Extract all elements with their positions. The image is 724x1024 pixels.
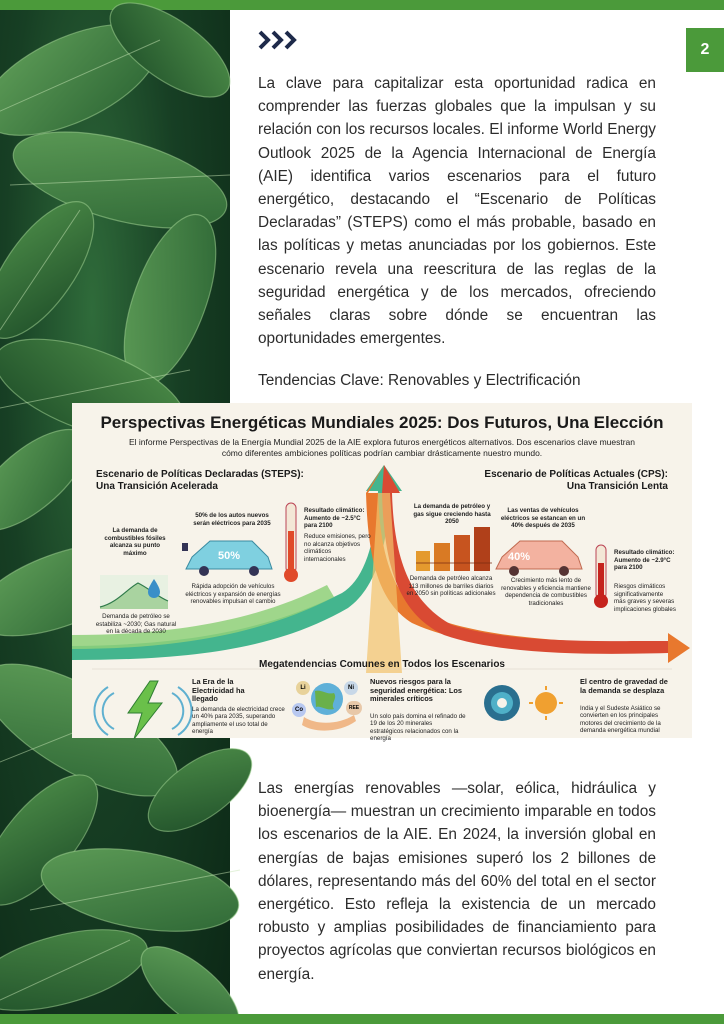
intro-paragraph: La clave para capitalizar esta oportunidad radica en comprender las fuerzas globales que la impulsan y su relación con los recursos locales. El informe World Energy Outlook 2025 de la Agencia Internacional de Energía (AIE) identifica varios escenarios para el futuro energético, destacando el “Escenario de Políticas Declaradas” (STEPS) como el más probable, basado en las políticas y metas anunciadas por los gobiernos. Este escenario revela una reescritura de las reglas de la seguridad energética y de los mercados, ofreciendo señales claras sobre dónde se encuentran las oportunidades emergentes. xyxy=(258,75,656,348)
car-icon xyxy=(182,541,272,576)
cps-climate-note: Riesgos climáticos significativamente más graves y severas implicaciones globales xyxy=(614,583,676,613)
mineral-li: Li xyxy=(296,681,310,695)
steps-ev-note: Rápida adopción de vehículos eléctricos y expansión de energías renovables impulsan el cambio xyxy=(185,583,281,606)
chevron-right-icon xyxy=(258,30,300,55)
megatrend-demand-text: India y el Sudeste Asiático se convierten en los principales motores del crecimiento de la demanda energética mundial xyxy=(580,705,661,735)
megatrends-title: Megatendencias Comunes en Todos los Escenarios xyxy=(259,659,505,670)
megatrend-electricity-title: La Era de la Electricidad ha llegado xyxy=(192,677,245,704)
cps-title: Escenario de Políticas Actuales (CPS): Una Transición Lenta xyxy=(484,469,668,492)
megatrend-minerals-title: Nuevos riesgos para la seguridad energética: Los minerales críticos xyxy=(370,677,462,704)
lightning-icon xyxy=(94,681,191,739)
barrel-icon xyxy=(416,527,492,571)
cps-ev-title: Las ventas de vehículos eléctricos se estancan en un 40% después de 2035 xyxy=(500,507,586,530)
megatrend-electricity-text: La demanda de electricidad crece un 40% para 2035, superando ampliamente el uso total de energía xyxy=(192,706,285,736)
svg-text:40%: 40% xyxy=(508,551,531,563)
sun-icon xyxy=(529,686,563,720)
infographic-title: Perspectivas Energéticas Mundiales 2025: Dos Futuros, Una Elección xyxy=(100,413,664,432)
cps-oil-title: La demanda de petróleo y gas sigue creciendo hasta 2050 xyxy=(413,503,491,526)
top-green-bar xyxy=(0,0,724,10)
mineral-ni: Ni xyxy=(344,681,358,695)
cps-ev-note: Crecimiento más lento de renovables y eficiencia mantiene dependencia de combustibles tradicionales xyxy=(501,577,591,607)
gear-icon xyxy=(484,685,520,721)
steps-climate-note: Reduce emisiones, pero no alcanza objetivos climáticos internacionales xyxy=(304,533,371,563)
infographic-intro: El informe Perspectivas de la Energía Mundial 2025 de la AIE explora futuros energéticos alternativos. Dos escenarios clave muestran cómo diferentes ambiciones políticas podrían cambiar drásticamente nuestro mundo. xyxy=(128,437,636,458)
page-number-badge: 2 xyxy=(686,28,724,72)
renewables-paragraph: Las energías renovables —solar, eólica, hidráulica y bioenergía— muestran un crecimiento imparable en todos los escenarios de la AIE. En 2024, la inversión global en energías de bajas emisiones superó los 2 billones de dólares, representando más del 60% del total en el sector energético. Esto refleja la existencia de un mercado robusto y amplias posibilidades de financiamiento para proyectos agrícolas que conviertan recursos biológicos en energía. xyxy=(258,780,656,983)
megatrend-minerals-text: Un solo país domina el refinado de 19 de los 20 minerales estratégicos relacionados con la energía xyxy=(370,713,466,743)
mineral-co: Co xyxy=(292,703,306,717)
section-subheading: Tendencias Clave: Renovables y Electrificación xyxy=(258,372,581,389)
megatrend-demand-title: El centro de gravedad de la demanda se desplaza xyxy=(580,677,668,695)
cps-climate-title: Resultado climático: Aumento de ~2.9°C para 2100 xyxy=(614,549,675,572)
steps-fossil-peak: La demanda de combustibles fósiles alcanza su punto máximo xyxy=(104,527,166,557)
steps-fossil-note: Demanda de petróleo se estabiliza ~2030; Gas natural en la década de 2030 xyxy=(95,613,177,636)
infographic xyxy=(72,403,692,743)
steps-title: Escenario de Políticas Declaradas (STEPS): Una Transición Acelerada xyxy=(96,469,304,492)
cps-oil-note: Demanda de petróleo alcanza 113 millones de barriles diarios en 2050 sin políticas adicionales xyxy=(406,575,496,598)
mineral-ree: REE xyxy=(346,701,362,715)
bottom-green-bar xyxy=(0,1014,724,1024)
svg-text:50%: 50% xyxy=(218,550,241,562)
steps-ev-title: 50% de los autos nuevos serán eléctricos para 2035 xyxy=(193,512,271,527)
steps-climate-title: Resultado climático: Aumento de ~2.5°C para 2100 xyxy=(304,507,365,530)
thermometer-icon xyxy=(284,503,298,582)
